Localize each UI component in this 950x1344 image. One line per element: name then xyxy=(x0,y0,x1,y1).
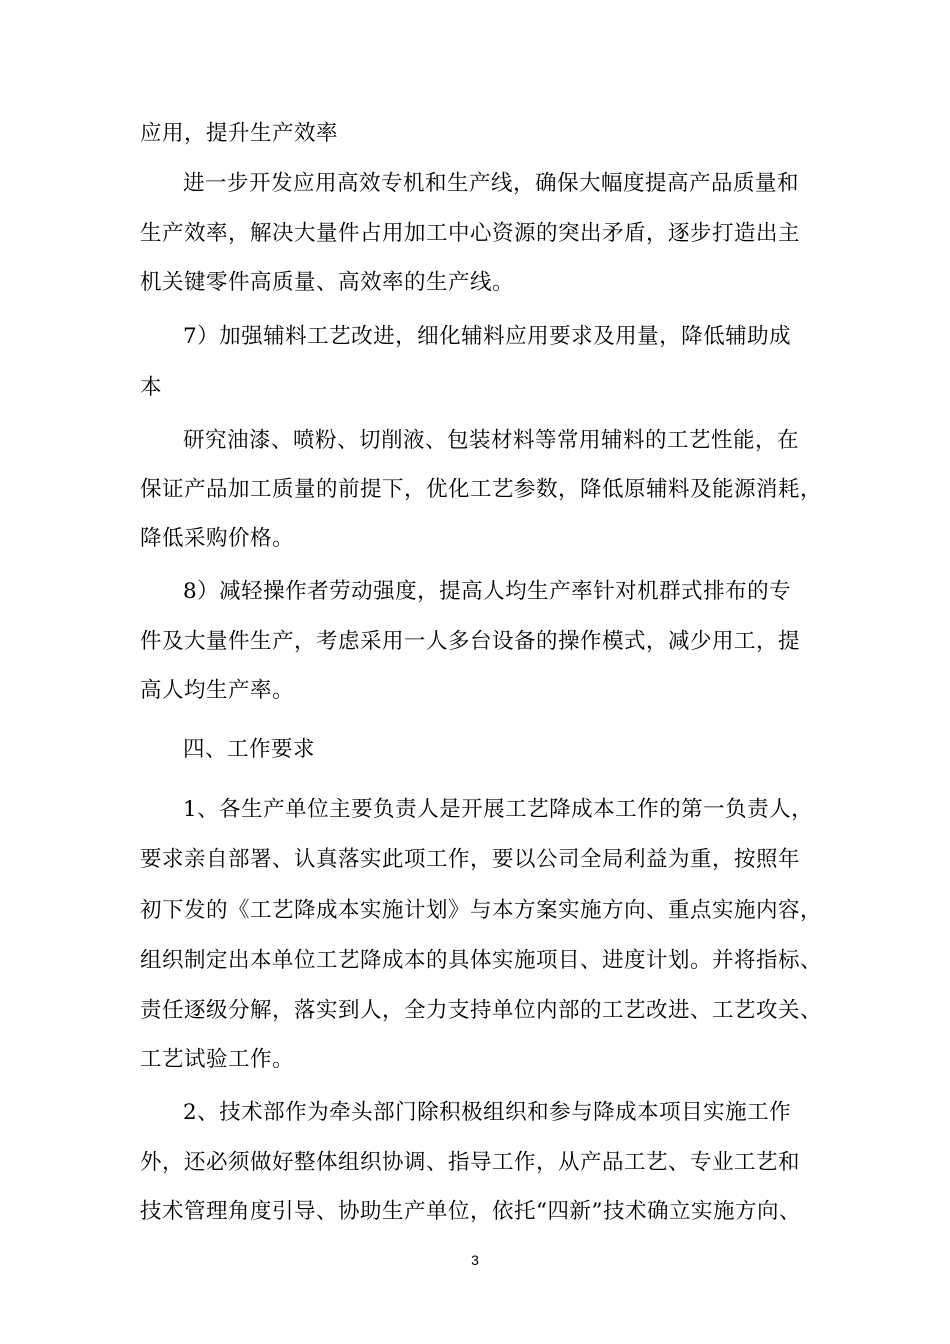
text-line: 保证产品加工质量的前提下，优化工艺参数，降低原辅料及能源消耗， xyxy=(140,477,823,502)
text-line: 工艺试验工作。 xyxy=(140,1047,295,1072)
text-line: 应用，提升生产效率 xyxy=(140,121,339,146)
text-line: 件及大量件生产，考虑采用一人多台设备的操作模式，减少用工，提 xyxy=(140,629,801,654)
text-line: 外，还必须做好整体组织协调、指导工作，从产品工艺、专业工艺和 xyxy=(140,1150,801,1175)
text-line: 研究油漆、喷粉、切削液、包装材料等常用辅料的工艺性能，在 xyxy=(183,428,800,453)
text-line: 初下发的《工艺降成本实施计划》与本方案实施方向、重点实施内容， xyxy=(140,898,823,923)
text-line: 8）减轻操作者劳动强度，提高人均生产率针对机群式排布的专 xyxy=(183,579,792,604)
text-line: 本 xyxy=(140,375,163,400)
text-line: 机关键零件高质量、高效率的生产线。 xyxy=(140,270,515,295)
text-line: 降低采购价格。 xyxy=(140,526,295,551)
text-line: 责任逐级分解，落实到人，全力支持单位内部的工艺改进、工艺攻关、 xyxy=(140,998,823,1023)
page-number: 3 xyxy=(471,1252,479,1268)
text-line: 生产效率，解决大量件占用加工中心资源的突出矛盾，逐步打造出主 xyxy=(140,221,801,246)
text-line: 技术管理角度引导、协助生产单位，依托“四新”技术确立实施方向、 xyxy=(140,1199,801,1224)
text-line: 高人均生产率。 xyxy=(140,678,295,703)
text-line: 7）加强辅料工艺改进，细化辅料应用要求及用量，降低辅助成 xyxy=(183,324,792,349)
text-line: 1、各生产单位主要负责人是开展工艺降成本工作的第一负责人， xyxy=(183,797,814,822)
text-line: 组织制定出本单位工艺降成本的具体实施项目、进度计划。并将指标、 xyxy=(140,948,823,973)
text-line: 要求亲自部署、认真落实此项工作，要以公司全局利益为重，按照年 xyxy=(140,847,801,872)
section-heading: 四、工作要求 xyxy=(183,737,316,762)
text-line: 2、技术部作为牵头部门除积极组织和参与降成本项目实施工作 xyxy=(183,1100,792,1125)
text-line: 进一步开发应用高效专机和生产线，确保大幅度提高产品质量和 xyxy=(183,171,800,196)
